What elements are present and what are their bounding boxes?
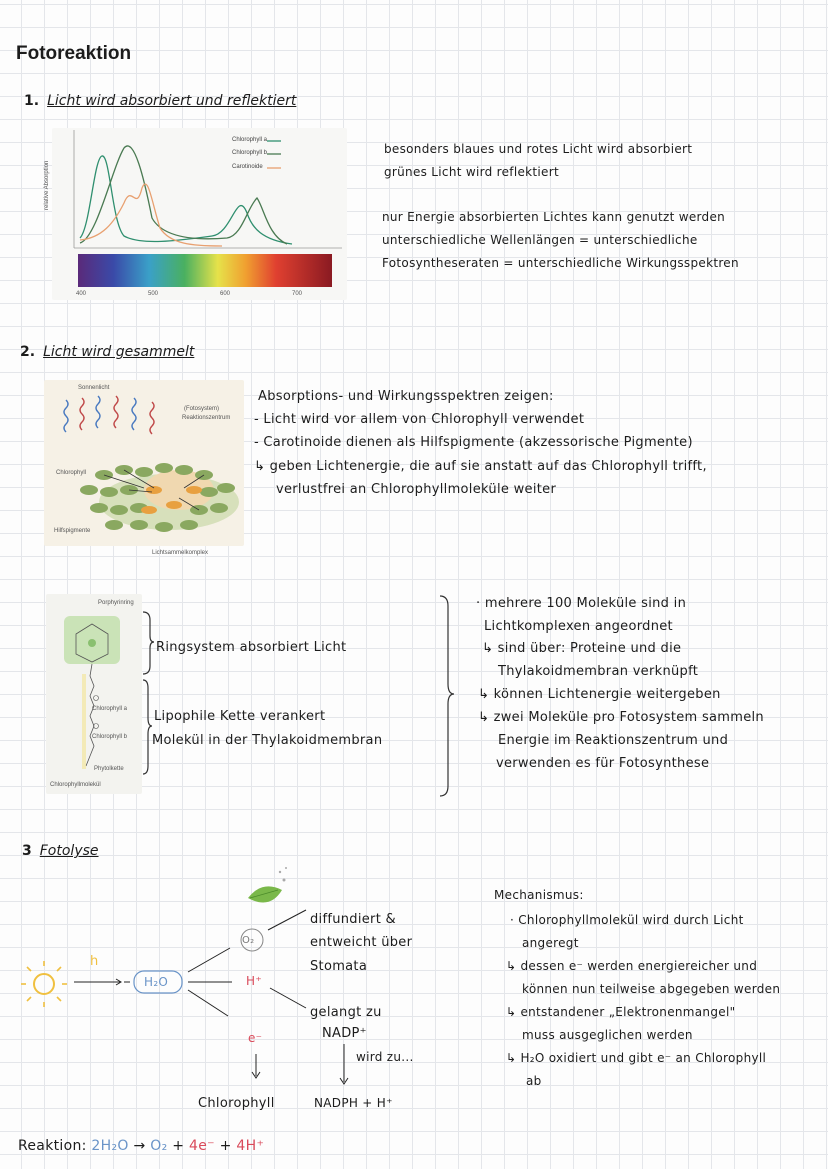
- molecule-brackets: [140, 608, 160, 778]
- note-line: nur Energie absorbierten Lichtes kann genutzt werden: [382, 210, 726, 224]
- label-porphyrinring: Porphyrinring: [98, 600, 134, 606]
- note-line: unterschiedliche Wellenlängen = unterschiedliche: [382, 233, 698, 247]
- section-number: 2.: [20, 344, 36, 360]
- section-3-heading: [22, 843, 99, 859]
- legend-chlorophyll-a: Chlorophyll a: [232, 137, 268, 143]
- note-line: Energie im Reaktionszentrum und: [498, 733, 729, 748]
- note-line: ↳ können Lichtenergie weitergeben: [478, 687, 721, 702]
- section-label: Licht wird absorbiert und reflektiert: [47, 93, 297, 109]
- section-label: Fotolyse: [39, 843, 99, 859]
- note-line: Absorptions- und Wirkungsspektren zeigen:: [258, 389, 554, 404]
- note-line: Fotosyntheseraten = unterschiedliche Wirkungsspektren: [382, 256, 739, 270]
- label-fotosystem: (Fotosystem): [184, 406, 220, 412]
- reaction-o2: O₂: [150, 1138, 168, 1154]
- note-diffundiert: diffundiert &: [310, 912, 396, 927]
- note-line: ↳ sind über: Proteine und die: [482, 641, 682, 656]
- leaf-icon: [248, 867, 287, 903]
- label-chlorophyll-b: Chlorophyll b: [92, 734, 128, 740]
- reaction-reactant: 2H₂O: [91, 1138, 129, 1154]
- note-gelangt: gelangt zu: [310, 1005, 382, 1020]
- mechanism-heading: Mechanismus:: [494, 888, 584, 902]
- tick-700: 700: [292, 291, 303, 297]
- mechanism-line: angeregt: [522, 936, 579, 950]
- sun-icon: [21, 961, 67, 1007]
- mechanism-line: ab: [526, 1074, 542, 1088]
- note-line: ↳ geben Lichtenergie, die auf sie anstatt auf das Chlorophyll trifft,: [254, 459, 707, 474]
- note-line: ↳ zwei Moleküle pro Fotosystem sammeln: [478, 710, 764, 725]
- molecule-structure: [46, 594, 142, 794]
- note-nadp: NADP⁺: [322, 1026, 367, 1041]
- note-kette-1: Lipophile Kette verankert: [154, 709, 326, 724]
- mechanism-line: ↳ dessen e⁻ werden energiereicher und: [506, 959, 758, 973]
- note-line: · mehrere 100 Moleküle sind in: [476, 596, 687, 611]
- reaction-protons: 4H⁺: [236, 1138, 265, 1154]
- label-hilfspigmente: Hilfspigmente: [54, 528, 91, 534]
- visible-spectrum-bar: [78, 254, 332, 287]
- tick-500: 500: [148, 291, 159, 297]
- large-bracket: [436, 592, 456, 802]
- label-lichtsammelkomplex: Lichtsammelkomplex: [152, 550, 209, 556]
- reaction-label: Reaktion:: [18, 1138, 87, 1154]
- legend-carotinoide: Carotinoide: [232, 164, 263, 170]
- note-stomata: Stomata: [310, 959, 368, 974]
- page-title: Fotoreaktion: [16, 43, 132, 64]
- hplus-label: H⁺: [246, 974, 262, 988]
- mechanism-line: · Chlorophyllmolekül wird durch Licht: [510, 913, 744, 927]
- note-ringsystem: Ringsystem absorbiert Licht: [156, 640, 347, 655]
- reaction-arrow: →: [133, 1138, 146, 1154]
- label-reaktionszentrum: Reaktionszentrum: [182, 415, 231, 421]
- label-chlorophyll: Chlorophyll: [56, 470, 87, 476]
- note-line: grünes Licht wird reflektiert: [384, 165, 559, 179]
- note-line: verlustfrei an Chlorophyllmoleküle weiter: [276, 482, 557, 497]
- note-nadph: NADPH + H⁺: [314, 1096, 393, 1110]
- section-label: Licht wird gesammelt: [43, 344, 195, 360]
- note-wird: wird zu...: [356, 1050, 414, 1064]
- section-number: 3: [22, 843, 32, 859]
- legend-chlorophyll-b: Chlorophyll b: [232, 150, 268, 156]
- light-harvesting-figure: [44, 380, 244, 546]
- section-2-heading: [20, 344, 194, 360]
- mechanism-line: muss ausgeglichen werden: [522, 1028, 693, 1042]
- note-kette-2: Molekül in der Thylakoidmembran: [152, 733, 383, 748]
- h-symbol: h: [90, 954, 99, 969]
- note-line: - Carotinoide dienen als Hilfspigmente (akzessorische Pigmente): [254, 435, 693, 450]
- eminus-label: e⁻: [248, 1031, 263, 1045]
- light-harvesting-illustration: [44, 380, 244, 546]
- reaction-electrons: 4e⁻: [189, 1138, 215, 1154]
- mechanism-line: ↳ entstandener „Elektronenmangel": [506, 1005, 736, 1019]
- mechanism-line: ↳ H₂O oxidiert und gibt e⁻ an Chlorophyll: [506, 1051, 767, 1065]
- label-sonnenlicht: Sonnenlicht: [78, 385, 110, 391]
- section-1-heading: [24, 93, 296, 109]
- o2-label: O₂: [242, 935, 255, 946]
- fotolyse-diagram: [20, 860, 440, 1120]
- note-line: besonders blaues und rotes Licht wird absorbiert: [384, 142, 693, 156]
- section-number: 1.: [24, 93, 40, 109]
- molecule-caption: Chlorophyllmolekül: [50, 782, 101, 788]
- absorption-spectrum-figure: [44, 128, 347, 300]
- mechanism-line: können nun teilweise abgegeben werden: [522, 982, 781, 996]
- reaction-equation: [18, 1135, 264, 1158]
- note-entweicht: entweicht über: [310, 935, 413, 950]
- note-line: - Licht wird vor allem von Chlorophyll verwendet: [254, 412, 585, 427]
- chlorophyll-target: Chlorophyll: [198, 1096, 275, 1111]
- reaction-plus: +: [172, 1138, 185, 1154]
- tick-400: 400: [76, 291, 87, 297]
- reaction-plus: +: [219, 1138, 232, 1154]
- chlorophyll-molecule-figure: [46, 594, 142, 794]
- note-line: verwenden es für Fotosynthese: [496, 756, 710, 771]
- tick-600: 600: [220, 291, 231, 297]
- y-axis-label: relative Absorption: [44, 160, 50, 210]
- label-phytolkette: Phytolkette: [94, 766, 124, 772]
- note-line: Lichtkomplexen angeordnet: [484, 619, 673, 634]
- note-line: Thylakoidmembran verknüpft: [498, 664, 699, 679]
- h2o-label: H₂O: [144, 975, 169, 989]
- label-chlorophyll-a: Chlorophyll a: [92, 706, 128, 712]
